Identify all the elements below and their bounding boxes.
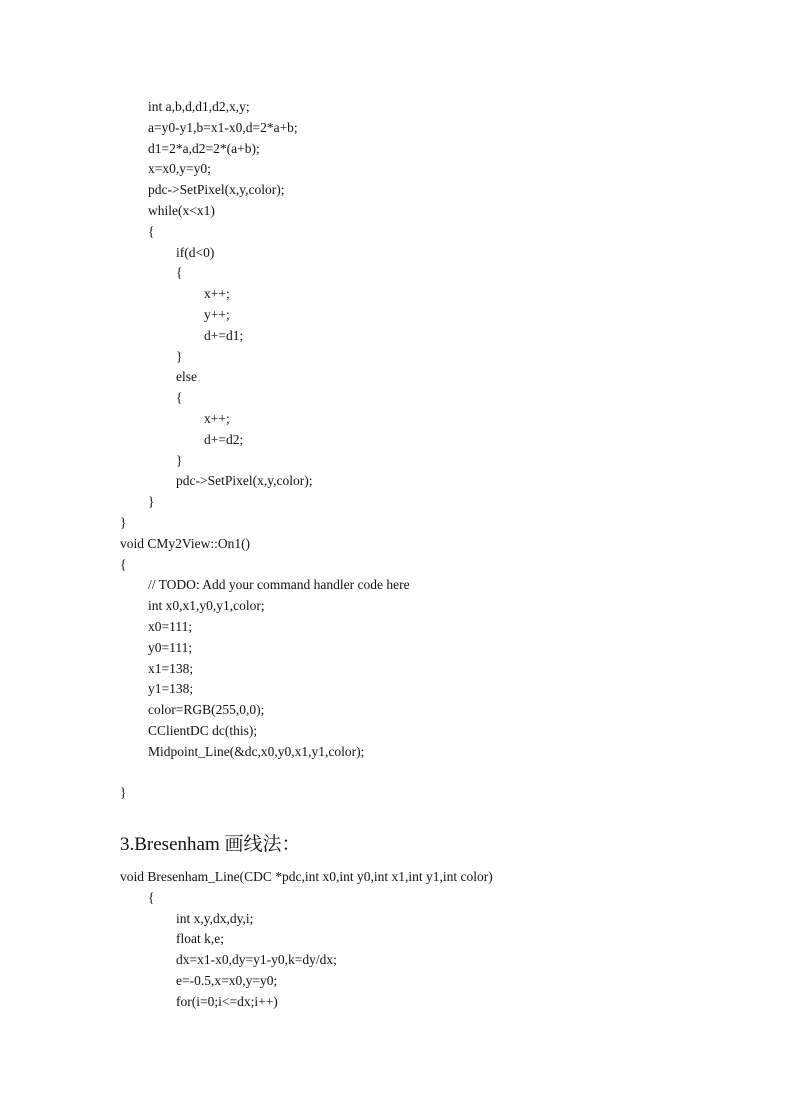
code-line: x++;	[204, 410, 230, 426]
code-line: pdc->SetPixel(x,y,color);	[176, 473, 313, 489]
code-line: y++;	[204, 306, 230, 322]
code-line: d+=d2;	[204, 431, 244, 447]
code-line: void CMy2View::On1()	[120, 535, 251, 551]
code-line: {	[120, 556, 127, 572]
code-line: if(d<0)	[176, 244, 215, 260]
code-line: e=-0.5,x=x0,y=y0;	[176, 972, 278, 988]
code-line: pdc->SetPixel(x,y,color);	[148, 182, 285, 198]
code-line: y1=138;	[148, 681, 194, 697]
code-line: int a,b,d,d1,d2,x,y;	[148, 99, 250, 114]
code-line: d+=d1;	[204, 327, 244, 343]
section-heading: 3.Bresenham 画线法：	[120, 834, 301, 855]
code-line: dx=x1-x0,dy=y1-y0,k=dy/dx;	[176, 952, 337, 968]
code-line: {	[148, 223, 155, 239]
code-line: CClientDC dc(this);	[148, 722, 258, 738]
code-line: for(i=0;i<=dx;i++)	[176, 993, 278, 1009]
code-line	[120, 763, 720, 784]
code-block-midpoint-line	[120, 97, 720, 804]
code-line: int x,y,dx,dy,i;	[176, 910, 254, 926]
code-line: }	[120, 514, 127, 530]
code-line: int x0,x1,y0,y1,color;	[148, 598, 265, 614]
code-line: }	[120, 785, 127, 801]
code-line: {	[176, 265, 183, 281]
code-line: x++;	[204, 286, 230, 302]
code-line: y0=111;	[148, 639, 193, 655]
code-line: x0=111;	[148, 618, 193, 634]
code-line: while(x<x1)	[148, 202, 215, 218]
code-line: color=RGB(255,0,0);	[148, 702, 265, 718]
code-line: }	[176, 348, 183, 364]
code-line: else	[176, 369, 197, 385]
code-block-bresenham-line	[120, 867, 720, 1013]
code-line: x1=138;	[148, 660, 194, 676]
code-line: x=x0,y=y0;	[148, 161, 211, 177]
code-line: Midpoint_Line(&dc,x0,y0,x1,y1,color);	[148, 743, 365, 759]
code-line: void Bresenham_Line(CDC *pdc,int x0,int y0,int x1,int y1,int color)	[120, 869, 493, 884]
code-line: a=y0-y1,b=x1-x0,d=2*a+b;	[148, 119, 298, 135]
code-line: float k,e;	[176, 931, 224, 947]
code-line: d1=2*a,d2=2*(a+b);	[148, 140, 260, 156]
code-line: {	[176, 390, 183, 406]
code-line: {	[148, 889, 155, 905]
code-line: }	[176, 452, 183, 468]
code-line: // TODO: Add your command handler code here	[148, 577, 410, 593]
code-line: }	[148, 494, 155, 510]
